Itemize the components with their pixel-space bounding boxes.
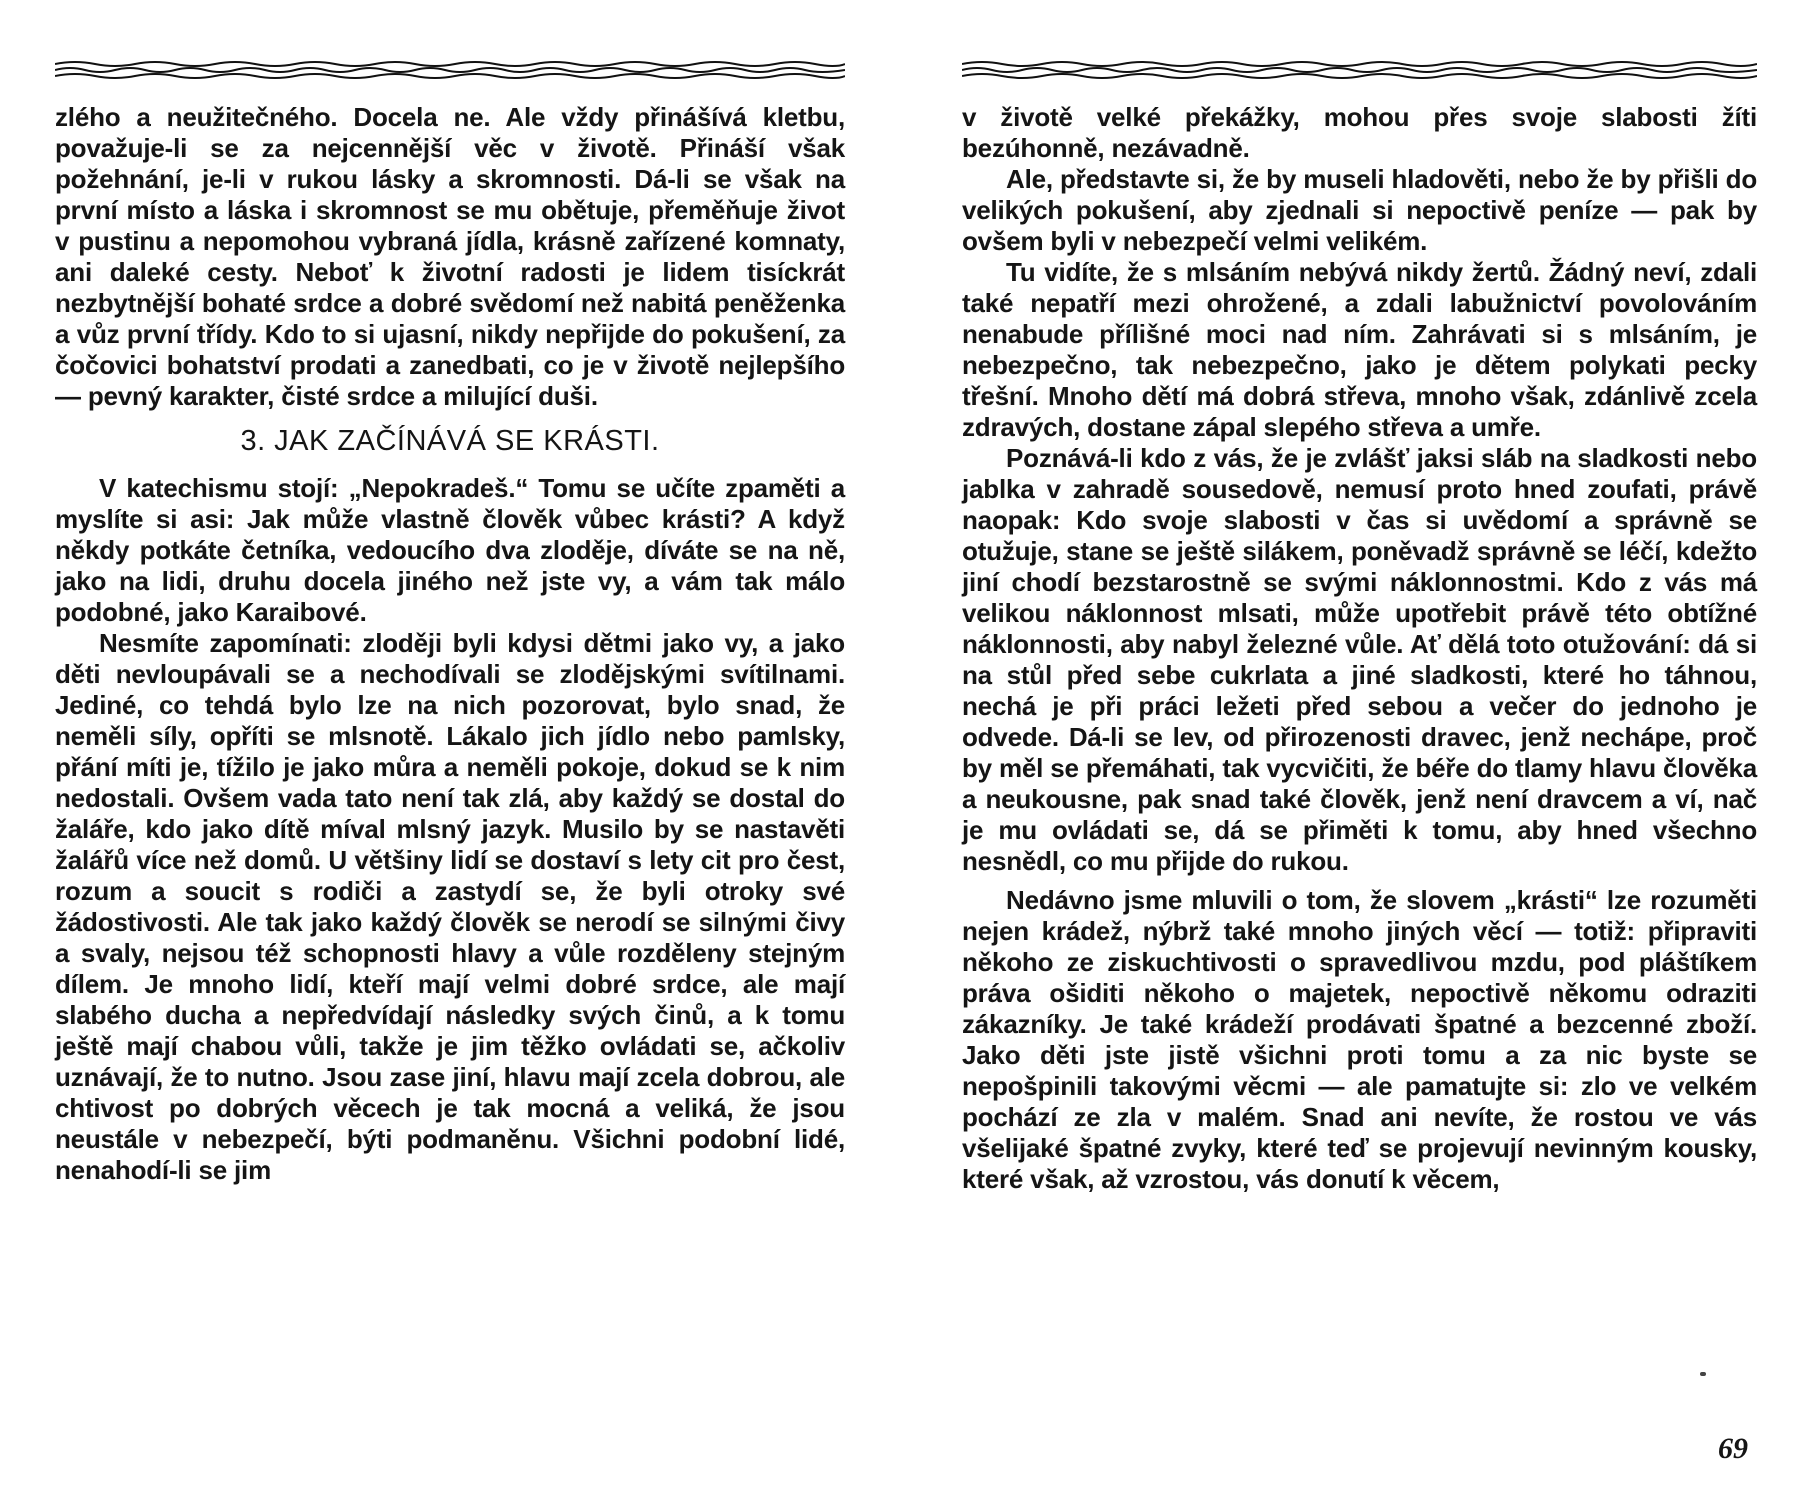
page-number: 69: [1718, 1432, 1748, 1465]
section-heading: 3. JAK ZAČÍNÁVÁ SE KRÁSTI.: [240, 425, 660, 457]
paragraph: Nesmíte zapomínati: zloději byli kdysi dětmi jako vy, a jako děti nevloupávali se a nechodívali se zlodějskými svítilnami. Jediné, co tehdá bylo lze na nich pozorovat, bylo snad, že neměli síly, opříti se mlsnotě. Lákalo jich jídlo nebo pamlsky, přání míti je, tížilo je jako můra a neměli pokoje, dokud se k nim nedostali. Ovšem vada tato není tak zlá, aby každý se dostal do žaláře, kdo jako dítě míval mlsný jazyk. Musilo by se nastavěti žalářů více než domů. U většiny lidí se dostaví s lety cit pro čest, rozum a soucit s rodiči a zastydí se, že byli otroky své žádostivosti. Ale tak jako každý člověk se nerodí se silnými čivy a svaly, nejsou též schopnosti hlavy a vůle rozděleny stejným dílem. Je mnoho lidí, kteří mají velmi dobré srdce, ale mají slabého ducha a nepředvídají následky svých činů, a k tomu ještě mají chabou vůli, takže je jim těžko ovládati se, ačkoliv uznávají, že to nutno. Jsou zase jiní, hlavu mají zcela dobrou, ale chtivost po dobrých věcech je tak mocná a veliká, že jsou neustále v nebezpečí, býti podmaněnu. Všichni podobní lidé, nenahodí-li se jim: [55, 628, 845, 1185]
paragraph: zlého a neužitečného. Docela ne. Ale vždy přinášívá kletbu, považuje-li se za nejcennější věc v životě. Přináší však požehnání, je-li v rukou lásky a skromnosti. Dá-li se však na první místo a láska i skromnost se mu obětuje, přeměňuje život v pustinu a nepomohou vybraná jídla, krásně zařízené komnaty, ani daleké cesty. Neboť k životní radosti je lidem tisíckrát nezbytnější bohaté srdce a dobré svědomí než nabitá peněženka a vůz první třídy. Kdo to si ujasní, nikdy nepřijde do pokušení, za čočovici bohatství prodati a zanedbati, co je v životě nejlepšího — pevný karakter, čisté srdce a milující duši.: [55, 102, 845, 411]
paragraph: Poznává-li kdo z vás, že je zvlášť jaksi sláb na sladkosti nebo jablka v zahradě sousedově, nemusí proto hned zoufati, právě naopak: Kdo svoje slabosti v čas si uvědomí a správně se otužuje, stane se ještě silákem, poněvadž správně se léčí, kdežto jiní chodí bezstarostně se svými náklonnostmi. Kdo z vás má velikou náklonnost mlsati, může upotřebit právě této obtížné náklonnosti, aby nabyl železné vůle. Ať dělá toto otužování: dá si na stůl před sebe cukrlata a jiné sladkosti, které ho táhnou, nechá je při práci ležeti před sebou a večer do jednoho je odvede. Dá-li se lev, od přirozenosti dravec, jenž nechápe, proč by měl se přemáhati, tak vycvičiti, že béře do tlamy hlavu člověka a neukousne, pak snad také člověk, jenž není dravcem a ví, nač je mu ovládati se, dá se přiměti k tomu, aby hned všechno nesnědl, co mu přijde do rukou.: [962, 443, 1757, 876]
header-ornament-left: [55, 58, 845, 82]
paragraph: Nedávno jsme mluvili o tom, že slovem „krásti“ lze rozuměti nejen krádež, nýbrž také mnoho jiných věcí — totiž: připraviti někoho ze ziskuchtivosti o spravedlivou mzdu, pod pláštíkem práva ošiditi někoho o majetek, nepoctivě někomu odraziti zákazníky. Je také krádeží prodávati špatné a bezcenné zboží. Jako děti jste jistě všichni proti tomu a za nic byste se nepošpinili takovými věcmi — ale pamatujte si: zlo ve velkém pochází ze zla v malém. Snad ani nevíte, že rostou ve vás všelijaké špatné zvyky, které teď se projevují nevinným kousky, které však, až vzrostou, vás donutí k věcem,: [962, 885, 1757, 1194]
print-speck: [1700, 1372, 1706, 1376]
right-page: [900, 0, 1800, 1500]
header-ornament-right: [962, 58, 1757, 82]
paragraph: v životě velké překážky, mohou přes svoje slabosti žíti bezúhonně, nezávadně.: [962, 102, 1757, 163]
paragraph: Ale, představte si, že by museli hladověti, nebo že by přišli do velikých pokušení, aby zjednali si nepoctivě peníze — pak by ovšem byli v nebezpečí velmi velikém.: [962, 164, 1757, 256]
paragraph: V katechismu stojí: „Nepokradeš.“ Tomu se učíte zpaměti a myslíte si asi: Jak může vlastně člověk vůbec krásti? A když někdy potkáte četníka, vedoucího dva zloděje, díváte se na ně, jako na lidi, druhu docela jiného než jste vy, a vám tak málo podobné, jako Karaibové.: [55, 473, 845, 627]
paragraph: Tu vidíte, že s mlsáním nebývá nikdy žertů. Žádný neví, zdali také nepatří mezi ohrožené, a zdali labužnictví povolováním nenabude přílišné moci nad ním. Zahrávati si s mlsáním, je nebezpečno, tak nebezpečno, jako je dětem polykati pecky třešní. Mnoho dětí má dobrá střeva, mnoho však, zdánlivě zcela zdravých, dostane zápal slepého střeva a umře.: [962, 257, 1757, 442]
right-text-column: [962, 102, 1757, 1195]
left-text-column: [55, 102, 845, 1186]
